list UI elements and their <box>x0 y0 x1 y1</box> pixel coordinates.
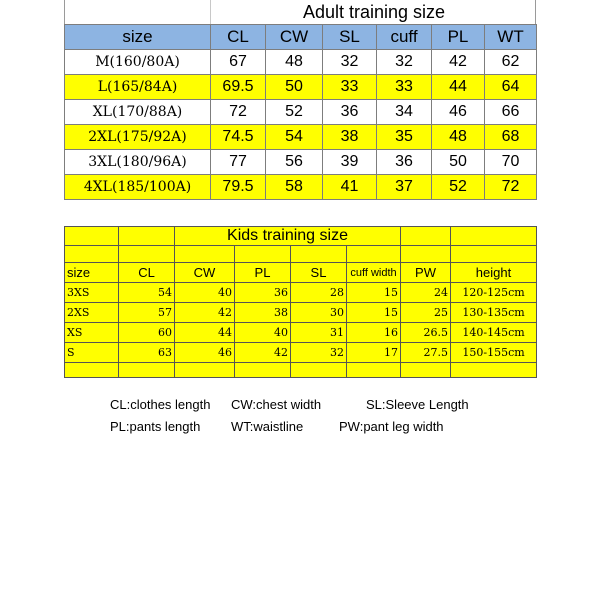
kids-empty-cell <box>175 363 235 378</box>
adult-table-cell: 50 <box>266 75 323 100</box>
adult-table-cell: 74.5 <box>211 125 266 150</box>
adult-header-cell: size <box>65 25 211 50</box>
kids-table-cell: 46 <box>175 343 235 363</box>
adult-table-cell: 69.5 <box>211 75 266 100</box>
legend-row <box>110 394 530 416</box>
adult-table-cell: 35 <box>377 125 432 150</box>
kids-empty-cell <box>451 363 537 378</box>
kids-table-cell: 36 <box>235 283 291 303</box>
kids-empty-cell <box>119 363 175 378</box>
kids-empty-cell <box>291 246 347 263</box>
kids-table-cell: 60 <box>119 323 175 343</box>
adult-table-row <box>65 175 537 200</box>
adult-table-cell: 34 <box>377 100 432 125</box>
kids-table-cell: 40 <box>175 283 235 303</box>
legend-sl: SL:Sleeve Length <box>366 397 469 412</box>
kids-spacer-row <box>65 246 537 263</box>
kids-table-cell: 42 <box>235 343 291 363</box>
adult-table-cell: 58 <box>266 175 323 200</box>
adult-table-cell: 48 <box>266 50 323 75</box>
adult-table-cell: M(160/80A) <box>65 50 211 75</box>
adult-table-title-row <box>64 0 536 24</box>
kids-table-cell: 17 <box>347 343 401 363</box>
abbreviation-legend <box>110 394 530 438</box>
kids-table-cell: 57 <box>119 303 175 323</box>
adult-table-row <box>65 100 537 125</box>
adult-table-cell: L(165/84A) <box>65 75 211 100</box>
kids-table-row <box>65 323 537 343</box>
adult-table-cell: 48 <box>432 125 485 150</box>
adult-header-row <box>65 25 537 50</box>
kids-table-grid <box>64 226 537 378</box>
kids-empty-cell <box>401 246 451 263</box>
adult-table-grid <box>64 24 537 200</box>
kids-table-cell: 25 <box>401 303 451 323</box>
kids-table-cell: 28 <box>291 283 347 303</box>
kids-header-cell: PW <box>401 263 451 283</box>
adult-header-cell: PL <box>432 25 485 50</box>
adult-table-cell: 72 <box>211 100 266 125</box>
legend-wt: WT:waistline <box>231 419 304 434</box>
kids-table-title: Kids training size <box>175 227 401 246</box>
kids-empty-cell <box>291 363 347 378</box>
adult-table-cell: 32 <box>323 50 377 75</box>
adult-table-cell: 39 <box>323 150 377 175</box>
kids-empty-cell <box>235 363 291 378</box>
adult-table-cell: 62 <box>485 50 537 75</box>
kids-table-cell: 15 <box>347 303 401 323</box>
kids-spacer-row <box>65 363 537 378</box>
kids-table-cell: 63 <box>119 343 175 363</box>
kids-header-cell: SL <box>291 263 347 283</box>
adult-table-cell: 72 <box>485 175 537 200</box>
kids-empty-cell <box>401 227 451 246</box>
adult-table-cell: 33 <box>377 75 432 100</box>
kids-table-cell: 26.5 <box>401 323 451 343</box>
kids-empty-cell <box>347 246 401 263</box>
kids-table-cell: 44 <box>175 323 235 343</box>
adult-table-row <box>65 75 537 100</box>
kids-size-table <box>64 226 536 378</box>
adult-table-cell: 64 <box>485 75 537 100</box>
kids-empty-cell <box>119 227 175 246</box>
kids-header-cell: cuff width <box>347 263 401 283</box>
adult-table-cell: 38 <box>323 125 377 150</box>
kids-table-cell: 150-155cm <box>451 343 537 363</box>
adult-header-cell: cuff <box>377 25 432 50</box>
kids-table-cell: S <box>65 343 119 363</box>
kids-empty-cell <box>401 363 451 378</box>
adult-header-cell: WT <box>485 25 537 50</box>
adult-table-cell: 79.5 <box>211 175 266 200</box>
adult-size-table <box>64 0 536 200</box>
kids-empty-cell <box>65 363 119 378</box>
adult-table-cell: 44 <box>432 75 485 100</box>
kids-table-cell: 40 <box>235 323 291 343</box>
kids-empty-cell <box>347 363 401 378</box>
adult-table-row <box>65 50 537 75</box>
adult-table-cell: 36 <box>323 100 377 125</box>
kids-table-cell: 31 <box>291 323 347 343</box>
adult-table-cell: 3XL(180/96A) <box>65 150 211 175</box>
adult-table-title: Adult training size <box>302 2 446 22</box>
adult-table-row <box>65 125 537 150</box>
adult-table-cell: 70 <box>485 150 537 175</box>
kids-empty-cell <box>451 227 537 246</box>
adult-table-row <box>65 150 537 175</box>
adult-table-cell: 42 <box>432 50 485 75</box>
adult-table-cell: 54 <box>266 125 323 150</box>
kids-table-cell: 30 <box>291 303 347 323</box>
adult-table-cell: 52 <box>432 175 485 200</box>
adult-table-cell: 68 <box>485 125 537 150</box>
kids-header-cell: CL <box>119 263 175 283</box>
adult-table-cell: 46 <box>432 100 485 125</box>
kids-table-cell: 3XS <box>65 283 119 303</box>
legend-cw: CW:chest width <box>231 397 322 412</box>
kids-table-row <box>65 303 537 323</box>
kids-empty-cell <box>235 246 291 263</box>
kids-empty-cell <box>65 246 119 263</box>
adult-table-cell: 52 <box>266 100 323 125</box>
adult-table-cell: 4XL(185/100A) <box>65 175 211 200</box>
adult-table-cell: 67 <box>211 50 266 75</box>
adult-header-cell: CL <box>211 25 266 50</box>
kids-table-cell: 16 <box>347 323 401 343</box>
adult-table-cell: 36 <box>377 150 432 175</box>
kids-table-cell: 54 <box>119 283 175 303</box>
kids-table-cell: 24 <box>401 283 451 303</box>
kids-table-cell: 27.5 <box>401 343 451 363</box>
kids-header-cell: height <box>451 263 537 283</box>
adult-table-cell: 37 <box>377 175 432 200</box>
kids-header-row <box>65 263 537 283</box>
adult-table-cell: 56 <box>266 150 323 175</box>
kids-empty-cell <box>65 227 119 246</box>
kids-table-cell: 38 <box>235 303 291 323</box>
adult-table-cell: 41 <box>323 175 377 200</box>
kids-table-row <box>65 283 537 303</box>
legend-row <box>110 416 530 438</box>
kids-table-cell: 15 <box>347 283 401 303</box>
kids-table-cell: 2XS <box>65 303 119 323</box>
legend-pl: PL:pants length <box>110 419 201 434</box>
kids-empty-cell <box>119 246 175 263</box>
kids-header-cell: CW <box>175 263 235 283</box>
adult-header-cell: CW <box>266 25 323 50</box>
kids-table-row <box>65 343 537 363</box>
kids-table-cell: 120-125cm <box>451 283 537 303</box>
adult-table-cell: 50 <box>432 150 485 175</box>
kids-table-cell: 140-145cm <box>451 323 537 343</box>
kids-empty-cell <box>451 246 537 263</box>
kids-table-cell: 42 <box>175 303 235 323</box>
kids-title-row <box>65 227 537 246</box>
adult-table-cell: 32 <box>377 50 432 75</box>
adult-table-cell: 66 <box>485 100 537 125</box>
adult-table-cell: 33 <box>323 75 377 100</box>
adult-table-cell: XL(170/88A) <box>65 100 211 125</box>
kids-empty-cell <box>175 246 235 263</box>
legend-cl: CL:clothes length <box>110 397 211 412</box>
kids-table-cell: 130-135cm <box>451 303 537 323</box>
adult-table-cell: 2XL(175/92A) <box>65 125 211 150</box>
kids-header-cell: PL <box>235 263 291 283</box>
legend-pw: PW:pant leg width <box>339 419 444 434</box>
adult-header-cell: SL <box>323 25 377 50</box>
kids-table-cell: 32 <box>291 343 347 363</box>
adult-table-cell: 77 <box>211 150 266 175</box>
kids-header-cell: size <box>65 263 119 283</box>
kids-table-cell: XS <box>65 323 119 343</box>
